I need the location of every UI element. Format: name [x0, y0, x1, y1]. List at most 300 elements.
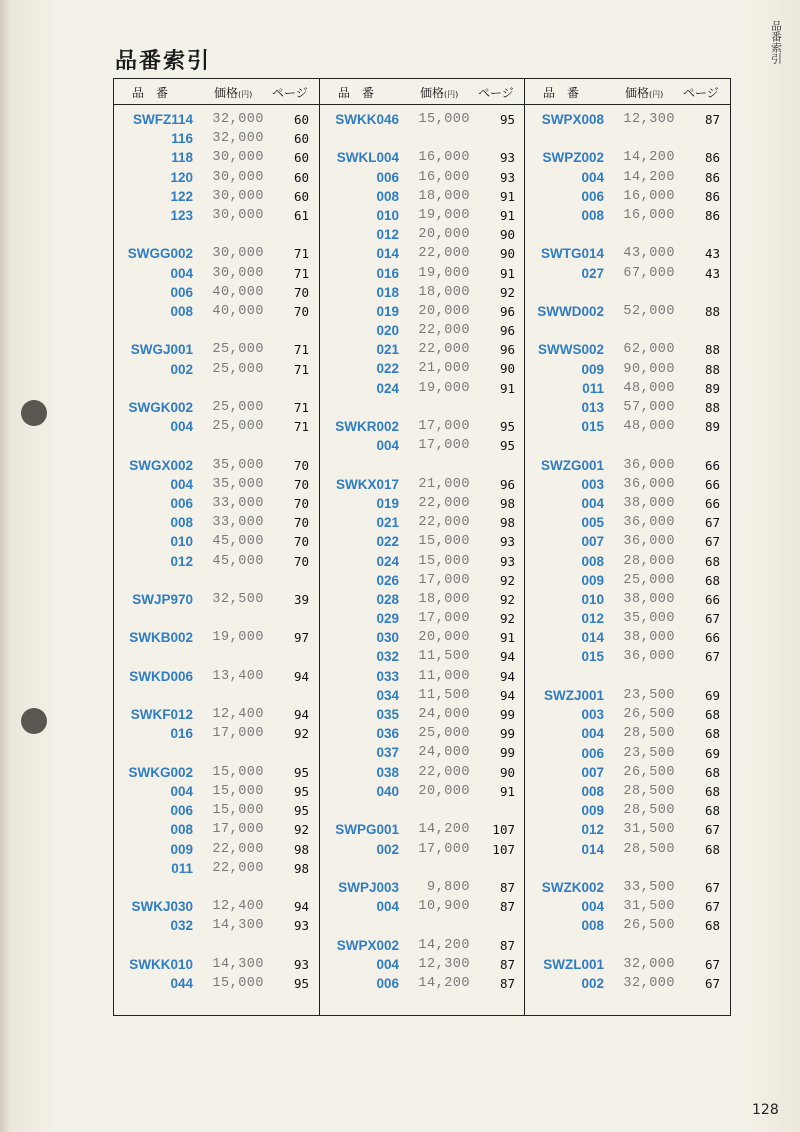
item-code: SWZL001	[543, 956, 604, 972]
header-price-label	[625, 84, 663, 101]
item-price: 45,000	[212, 534, 264, 550]
item-page: 66	[704, 495, 720, 511]
item-code: 032	[376, 649, 399, 665]
item-code: 006	[170, 284, 193, 300]
item-price: 30,000	[212, 246, 264, 262]
item-page: 98	[293, 860, 309, 876]
item-page: 90	[499, 764, 515, 780]
header-price-label	[420, 84, 458, 101]
item-page: 96	[499, 303, 515, 319]
item-price: 17,000	[212, 726, 264, 742]
item-code: 036	[376, 726, 399, 742]
item-price: 40,000	[212, 284, 264, 300]
item-price: 12,300	[623, 112, 675, 127]
item-code: 035	[376, 707, 399, 723]
index-row	[114, 784, 319, 803]
item-page: 92	[499, 591, 515, 607]
index-row	[114, 899, 319, 918]
index-row	[525, 477, 730, 496]
item-price: 25,000	[212, 400, 264, 415]
item-code: SWPX008	[541, 112, 604, 127]
index-row	[320, 765, 525, 784]
item-code: SWZK002	[541, 880, 604, 895]
item-page: 96	[499, 342, 515, 358]
item-page: 96	[499, 323, 515, 339]
index-row	[114, 554, 319, 573]
item-price: 11,000	[418, 668, 470, 684]
item-page: 88	[704, 342, 720, 358]
item-code: 008	[170, 822, 193, 838]
index-group	[525, 150, 730, 227]
item-price: 16,000	[623, 207, 675, 223]
index-row	[320, 285, 525, 304]
item-price: 38,000	[623, 495, 675, 511]
index-row	[320, 515, 525, 534]
item-code: 116	[171, 131, 193, 147]
item-page: 86	[704, 169, 720, 185]
item-price: 22,000	[418, 515, 470, 531]
item-price: 22,000	[418, 764, 470, 780]
item-code: 018	[376, 284, 399, 300]
index-row	[320, 611, 525, 630]
index-row	[114, 842, 319, 861]
item-code: 006	[170, 803, 193, 819]
item-page: 91	[499, 630, 515, 646]
item-page: 60	[293, 188, 309, 204]
item-price: 10,900	[418, 899, 470, 915]
item-code: 013	[581, 399, 604, 415]
item-price: 28,000	[623, 553, 675, 569]
item-page: 94	[499, 687, 515, 703]
item-code: 033	[376, 668, 399, 684]
item-code: 009	[581, 803, 604, 819]
index-row	[525, 726, 730, 745]
item-code: 008	[170, 303, 193, 319]
item-page: 67	[704, 611, 720, 627]
item-code: 014	[581, 630, 604, 646]
index-row	[525, 458, 730, 477]
index-row	[320, 208, 525, 227]
item-code: 005	[581, 515, 604, 531]
item-price: 35,000	[212, 476, 264, 492]
index-row	[114, 477, 319, 496]
item-page: 99	[499, 707, 515, 723]
index-group	[114, 246, 319, 323]
item-price: 30,000	[212, 188, 264, 204]
item-price: 19,000	[212, 630, 264, 646]
column-header	[320, 79, 525, 105]
index-group	[525, 880, 730, 938]
item-price: 90,000	[623, 361, 675, 377]
item-page: 91	[499, 783, 515, 799]
side-index-tab	[768, 20, 784, 67]
item-page: 95	[293, 803, 309, 819]
item-page: 68	[704, 572, 720, 588]
item-page: 60	[293, 112, 309, 127]
item-code: 004	[170, 476, 193, 492]
index-row	[525, 381, 730, 400]
item-code: 006	[376, 975, 399, 991]
item-code: 123	[170, 207, 193, 223]
item-code: 008	[581, 553, 604, 569]
item-price: 36,000	[623, 457, 675, 473]
index-group	[525, 688, 730, 861]
item-price: 14,300	[212, 918, 264, 934]
item-code: 004	[170, 419, 193, 435]
item-price: 18,000	[418, 284, 470, 300]
item-price: 14,200	[418, 937, 470, 953]
item-price: 18,000	[418, 188, 470, 204]
item-price: 38,000	[623, 630, 675, 646]
item-page: 91	[499, 265, 515, 281]
item-page: 98	[293, 841, 309, 857]
item-code: 010	[581, 591, 604, 607]
item-page: 70	[293, 457, 309, 473]
item-code: 016	[170, 726, 193, 742]
item-code: 037	[376, 745, 399, 761]
item-page: 97	[293, 630, 309, 646]
header-code-label: 品 番	[338, 86, 375, 100]
item-price: 45,000	[212, 553, 264, 569]
item-page: 67	[704, 515, 720, 531]
item-price: 12,400	[212, 899, 264, 915]
item-page: 95	[293, 975, 309, 991]
item-price: 32,000	[212, 131, 264, 147]
item-page: 71	[293, 400, 309, 415]
item-page: 95	[293, 764, 309, 780]
item-code: 002	[581, 975, 604, 991]
item-page: 60	[293, 150, 309, 166]
item-price: 25,000	[212, 361, 264, 377]
item-code: 026	[376, 572, 399, 588]
index-row	[525, 266, 730, 285]
item-price: 20,000	[418, 303, 470, 319]
item-page: 94	[293, 707, 309, 723]
item-price: 17,000	[418, 611, 470, 627]
item-code: SWPG001	[335, 822, 399, 838]
item-page: 90	[499, 227, 515, 243]
index-group	[320, 938, 525, 996]
item-page: 93	[499, 553, 515, 569]
item-page: 68	[704, 783, 720, 799]
item-price: 36,000	[623, 476, 675, 492]
item-page: 94	[293, 668, 309, 684]
item-page: 87	[499, 880, 515, 895]
item-code: 009	[581, 361, 604, 377]
index-group	[114, 458, 319, 573]
index-row	[114, 189, 319, 208]
index-group	[114, 592, 319, 611]
item-price: 38,000	[623, 591, 675, 607]
index-row	[320, 381, 525, 400]
item-price: 28,500	[623, 783, 675, 799]
item-code: 032	[170, 918, 193, 934]
item-price: 14,300	[212, 956, 264, 972]
item-page: 70	[293, 553, 309, 569]
item-code: 020	[376, 323, 399, 339]
item-price: 36,000	[623, 649, 675, 665]
item-code: 003	[581, 476, 604, 492]
item-page: 92	[293, 726, 309, 742]
item-price: 14,200	[623, 169, 675, 185]
index-row	[525, 899, 730, 918]
item-page: 69	[704, 688, 720, 703]
item-page: 95	[499, 419, 515, 435]
item-code: 011	[582, 380, 604, 396]
item-page: 88	[704, 304, 720, 319]
item-page: 66	[704, 591, 720, 607]
index-row	[114, 208, 319, 227]
index-row	[525, 189, 730, 208]
item-price: 22,000	[418, 495, 470, 511]
header-price-text: 価格	[420, 86, 445, 100]
index-row	[525, 842, 730, 861]
page-title: 品番索引	[115, 49, 212, 74]
item-price: 11,500	[418, 687, 470, 703]
item-page: 92	[499, 284, 515, 300]
item-code: 038	[376, 764, 399, 780]
item-page: 92	[293, 822, 309, 838]
item-page: 107	[492, 841, 515, 857]
item-price: 15,000	[418, 112, 470, 127]
item-price: 67,000	[623, 265, 675, 281]
item-price: 22,000	[212, 841, 264, 857]
item-price: 15,000	[418, 534, 470, 550]
index-row	[320, 669, 525, 688]
item-page: 68	[704, 918, 720, 934]
item-code: 006	[581, 745, 604, 761]
header-page-label: ページ	[683, 86, 719, 100]
item-code: 003	[581, 707, 604, 723]
item-page: 91	[499, 207, 515, 223]
item-price: 32,500	[212, 592, 264, 607]
index-row	[320, 304, 525, 323]
item-code: SWKK046	[335, 112, 399, 127]
item-price: 32,000	[212, 112, 264, 127]
item-code: SWPX002	[336, 937, 399, 953]
index-row	[525, 611, 730, 630]
index-group	[525, 304, 730, 323]
index-row	[525, 803, 730, 822]
index-row	[320, 707, 525, 726]
index-row	[114, 246, 319, 265]
index-group	[114, 342, 319, 380]
item-price: 17,000	[418, 438, 470, 454]
item-page: 86	[704, 207, 720, 223]
item-code: 120	[170, 169, 193, 185]
item-code: SWZJ001	[543, 688, 604, 703]
index-row	[525, 707, 730, 726]
item-page: 98	[499, 515, 515, 531]
item-code: SWZG001	[540, 457, 604, 473]
index-row	[525, 419, 730, 438]
item-page: 66	[704, 476, 720, 492]
index-row	[320, 323, 525, 342]
index-row	[525, 822, 730, 841]
item-page: 68	[704, 553, 720, 569]
item-price: 21,000	[418, 361, 470, 377]
item-price: 14,200	[623, 150, 675, 166]
item-price: 25,000	[212, 419, 264, 435]
index-row	[525, 630, 730, 649]
index-row	[320, 246, 525, 265]
item-page: 92	[499, 572, 515, 588]
item-code: SWPJ003	[338, 880, 399, 895]
item-code: 009	[170, 841, 193, 857]
item-page: 87	[499, 975, 515, 991]
item-page: 43	[704, 265, 720, 281]
item-code: 004	[376, 956, 399, 972]
index-row	[114, 419, 319, 438]
item-code: SWKG002	[128, 764, 193, 780]
item-code: SWKX017	[335, 476, 399, 492]
header-page-label: ページ	[272, 86, 308, 100]
item-page: 93	[293, 956, 309, 972]
index-row	[320, 957, 525, 976]
index-column-2	[319, 79, 525, 1015]
item-code: 008	[581, 918, 604, 934]
item-price: 26,500	[623, 764, 675, 780]
item-code: SWPZ002	[542, 150, 604, 166]
item-price: 26,500	[623, 918, 675, 934]
item-price: 22,000	[418, 323, 470, 339]
item-code: 016	[376, 265, 399, 281]
index-row	[320, 880, 525, 899]
item-code: 012	[376, 227, 399, 243]
item-code: SWGJ001	[130, 342, 193, 358]
item-code: 007	[581, 764, 604, 780]
index-group	[320, 112, 525, 131]
item-code: SWKR002	[335, 419, 399, 435]
header-price-unit: (円)	[238, 90, 253, 99]
header-price-unit: (円)	[649, 90, 664, 99]
index-group	[114, 400, 319, 438]
binder-hole	[21, 708, 47, 734]
index-row	[525, 649, 730, 668]
index-row	[320, 822, 525, 841]
column-header	[525, 79, 731, 105]
item-code: 024	[376, 553, 399, 569]
item-code: 029	[376, 611, 399, 627]
index-row	[525, 957, 730, 976]
header-page-label: ページ	[478, 86, 514, 100]
index-row	[320, 496, 525, 515]
item-page: 70	[293, 534, 309, 550]
item-code: SWGG002	[127, 246, 193, 262]
index-row	[525, 918, 730, 937]
item-price: 21,000	[418, 476, 470, 492]
item-code: SWKK010	[129, 956, 193, 972]
item-page: 67	[704, 880, 720, 895]
item-code: 028	[376, 591, 399, 607]
item-price: 18,000	[418, 591, 470, 607]
item-page: 70	[293, 303, 309, 319]
item-code: 004	[581, 495, 604, 511]
item-price: 17,000	[418, 419, 470, 435]
item-code: SWKJ030	[131, 899, 193, 915]
item-price: 28,500	[623, 726, 675, 742]
item-price: 23,500	[623, 688, 675, 703]
item-code: SWTG014	[540, 246, 604, 262]
index-group	[320, 150, 525, 399]
item-price: 22,000	[418, 342, 470, 358]
index-row	[114, 957, 319, 976]
index-row	[114, 918, 319, 937]
index-group	[525, 957, 730, 995]
item-code: 019	[376, 495, 399, 511]
item-price: 20,000	[418, 630, 470, 646]
item-page: 92	[499, 611, 515, 627]
item-page: 89	[704, 419, 720, 435]
index-group	[320, 419, 525, 457]
item-code: 004	[581, 169, 604, 185]
item-code: 006	[170, 495, 193, 511]
index-row	[525, 400, 730, 419]
item-price: 33,000	[212, 515, 264, 531]
item-price: 43,000	[623, 246, 675, 262]
item-price: 30,000	[212, 150, 264, 166]
index-row	[320, 170, 525, 189]
index-table	[113, 78, 731, 1016]
item-price: 19,000	[418, 265, 470, 281]
item-price: 33,000	[212, 495, 264, 511]
item-price: 17,000	[418, 841, 470, 857]
index-row	[525, 304, 730, 323]
item-code: 021	[376, 342, 399, 358]
index-row	[525, 765, 730, 784]
item-price: 32,000	[623, 956, 675, 972]
item-price: 36,000	[623, 534, 675, 550]
index-row	[114, 131, 319, 150]
index-row	[114, 515, 319, 534]
item-page: 98	[499, 495, 515, 511]
item-price: 36,000	[623, 515, 675, 531]
index-group	[114, 899, 319, 937]
index-row	[320, 189, 525, 208]
item-page: 60	[293, 169, 309, 185]
item-price: 15,000	[212, 783, 264, 799]
item-code: 004	[581, 726, 604, 742]
item-price: 16,000	[623, 188, 675, 204]
index-group	[525, 458, 730, 669]
item-price: 19,000	[418, 207, 470, 223]
item-price: 62,000	[623, 342, 675, 358]
item-price: 15,000	[418, 553, 470, 569]
item-code: 008	[170, 515, 193, 531]
index-row	[114, 285, 319, 304]
item-code: 002	[376, 841, 399, 857]
item-price: 16,000	[418, 150, 470, 166]
item-page: 95	[499, 438, 515, 454]
index-row	[525, 170, 730, 189]
index-row	[320, 477, 525, 496]
item-price: 31,500	[623, 899, 675, 915]
item-price: 25,000	[212, 342, 264, 358]
index-group	[320, 880, 525, 918]
item-price: 15,000	[212, 764, 264, 780]
item-code: 004	[170, 265, 193, 281]
item-price: 20,000	[418, 227, 470, 243]
item-page: 87	[499, 956, 515, 972]
item-price: 26,500	[623, 707, 675, 723]
item-code: 008	[376, 188, 399, 204]
item-code: 030	[376, 630, 399, 646]
index-row	[525, 592, 730, 611]
index-group	[320, 477, 525, 803]
index-row	[114, 150, 319, 169]
index-row	[114, 112, 319, 131]
item-page: 88	[704, 399, 720, 415]
